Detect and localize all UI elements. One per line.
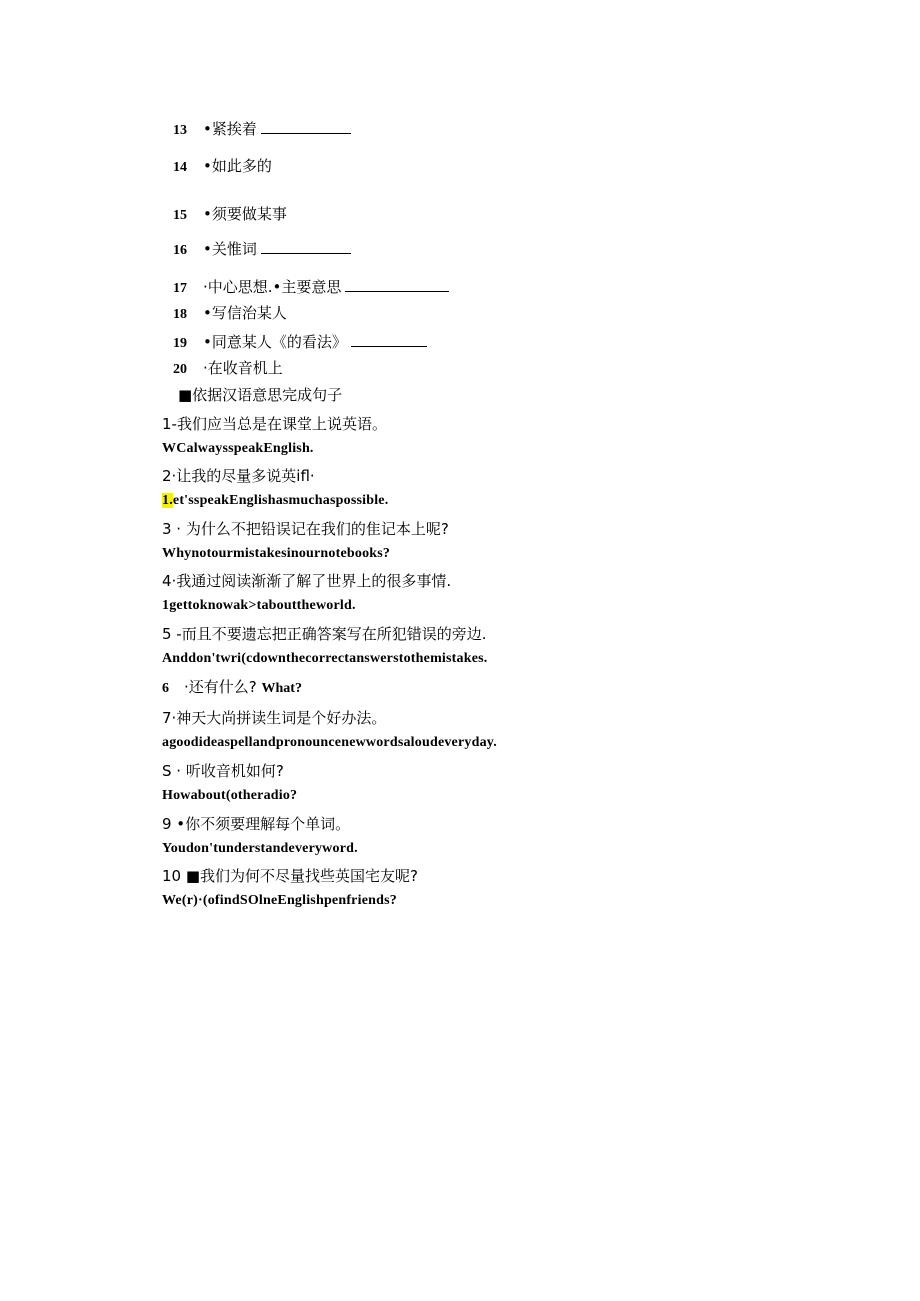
section-heading: ■依据汉语意思完成句子 (178, 386, 343, 404)
sentence-cn-text: ·还有什么? (184, 678, 257, 696)
sentence-6 (162, 678, 302, 698)
sentence-cn-1: 1-我们应当总是在课堂上说英语。 (162, 415, 387, 433)
sentence-cn-2: 2·让我的尽量多说英ifl· (162, 467, 315, 485)
sentence-en-8: Howabout(otheradio? (162, 788, 298, 803)
phrase-text: •须要做某事 (203, 205, 287, 223)
phrase-item-18 (173, 304, 287, 324)
item-number: 15 (173, 208, 187, 223)
sentence-cn-10: 10 ■我们为何不尽量找些英国宅友呢? (162, 867, 418, 885)
sentence-en-text: What? (261, 681, 302, 696)
item-number: 14 (173, 160, 187, 175)
sentence-cn-4: 4·我通过阅读渐渐了解了世界上的很多事情. (162, 572, 452, 590)
sentence-cn-5: 5 -而且不要遗忘把正确答案写在所犯错误的旁边. (162, 625, 487, 643)
phrase-text: •紧挨着 (203, 120, 257, 138)
answer-blank (261, 119, 351, 134)
sentence-en-1: WCalwaysspeakEnglish. (162, 441, 314, 456)
answer-blank (351, 332, 427, 347)
sentence-cn-7: 7·神天大尚拼读生词是个好办法。 (162, 709, 387, 727)
phrase-text: •关惟词 (203, 240, 257, 258)
sentence-cn-8: S · 听收音机如何? (162, 762, 284, 780)
item-number: 6 (162, 681, 169, 696)
phrase-item-15 (173, 205, 287, 225)
item-number: 17 (173, 281, 187, 296)
sentence-en-9: Youdon'tunderstandeveryword. (162, 841, 358, 856)
phrase-item-16 (173, 239, 351, 260)
phrase-item-13 (173, 119, 351, 140)
phrase-text: •同意某人《的看法》 (203, 333, 347, 351)
item-number: 13 (173, 123, 187, 138)
sentence-en-4: 1gettoknowak>tabouttheworld. (162, 598, 356, 613)
phrase-text: ·在收音机上 (203, 359, 283, 377)
sentence-en-5: Anddon'twri(cdownthecorrectanswerstothemistakes. (162, 651, 488, 666)
highlight-mark: 1. (162, 493, 173, 508)
sentence-en-10: We(r)·(ofindSOlneEnglishpenfriends? (162, 893, 397, 908)
sentence-en-text: et'sspeakEnglishasmuchaspossible. (172, 493, 389, 508)
phrase-text: ·中心思想.•主要意思 (203, 278, 342, 296)
phrase-text: •写信治某人 (203, 304, 287, 322)
item-number: 20 (173, 362, 187, 377)
answer-blank (345, 277, 449, 292)
item-number: 19 (173, 336, 187, 351)
phrase-item-17 (173, 277, 449, 298)
sentence-en-2 (162, 493, 388, 509)
phrase-text: •如此多的 (203, 157, 272, 175)
phrase-item-20 (173, 359, 283, 379)
item-number: 16 (173, 243, 187, 258)
answer-blank (261, 239, 351, 254)
sentence-cn-3: 3 · 为什么不把铅误记在我们的隹记本上呢? (162, 520, 449, 538)
sentence-en-3: Whynotourmistakesinournotebooks? (162, 546, 391, 561)
sentence-cn-9: 9 •你不须要理解每个单词。 (162, 815, 351, 833)
phrase-item-14 (173, 157, 272, 177)
item-number: 18 (173, 307, 187, 322)
phrase-item-19 (173, 332, 427, 353)
sentence-en-7: agoodideaspellandpronouncenewwordsaloudeveryday. (162, 735, 497, 750)
